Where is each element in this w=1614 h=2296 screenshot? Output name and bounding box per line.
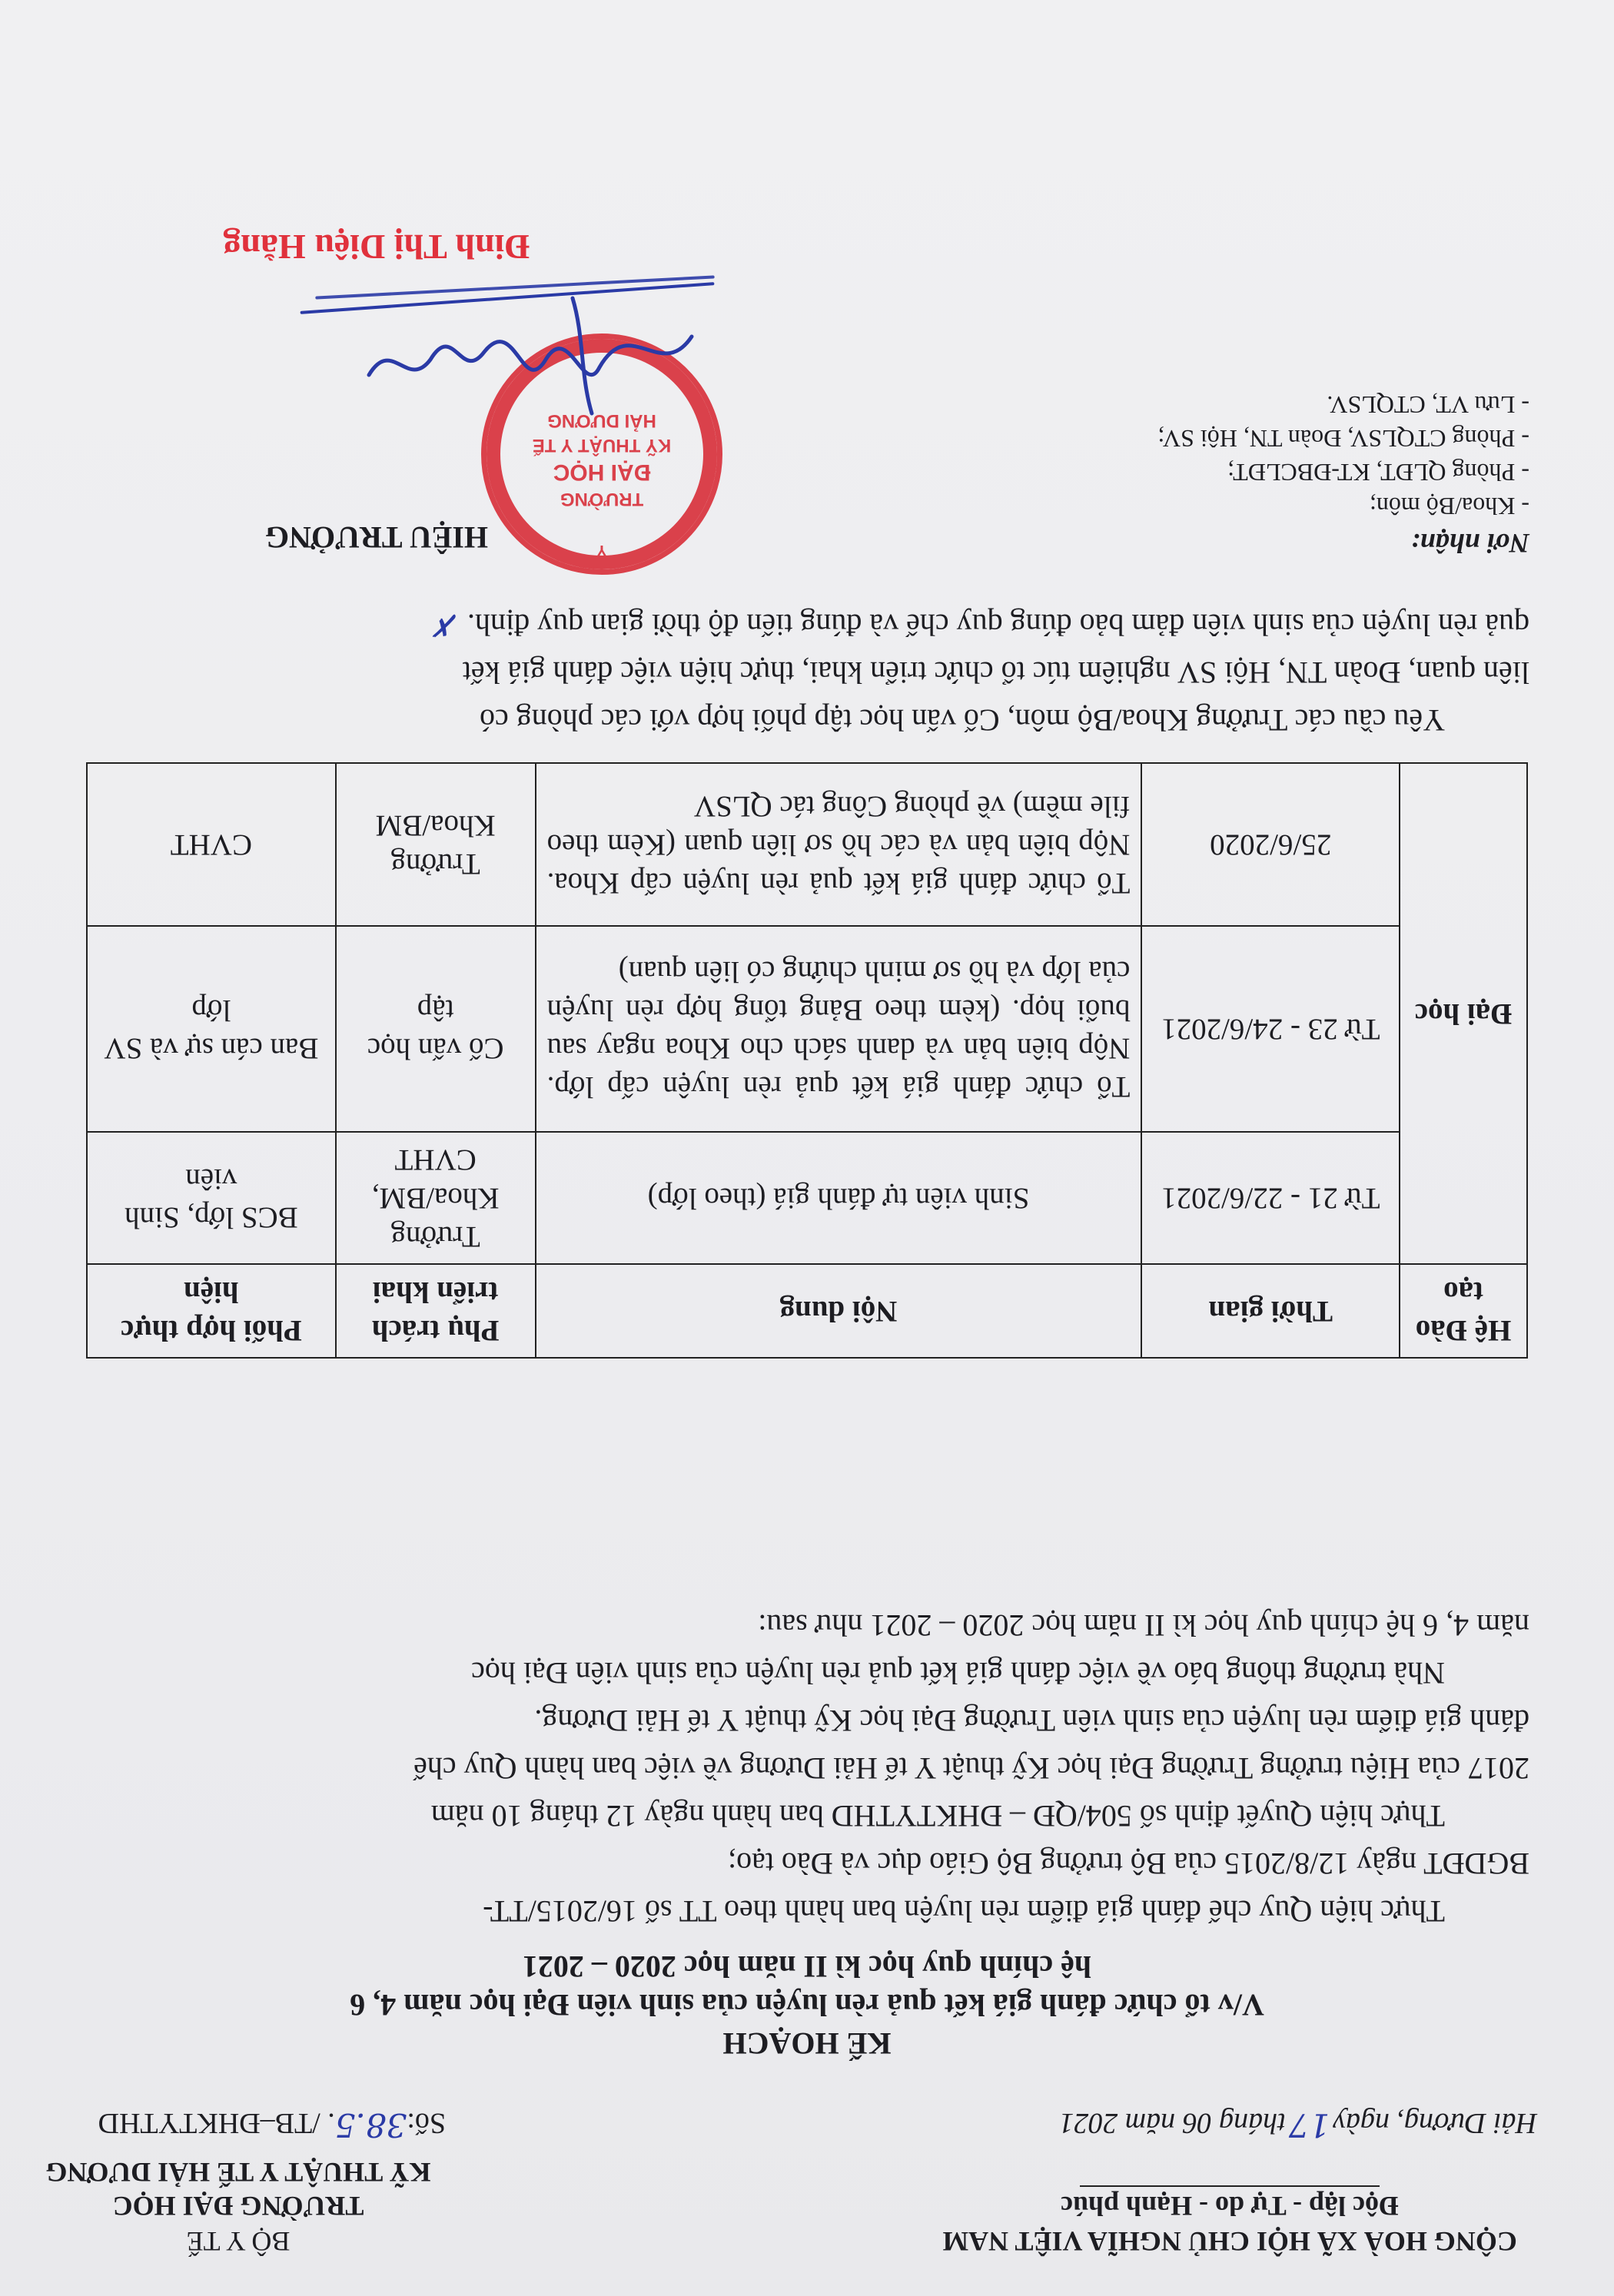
national-motto-line2: Độc lập - Tự do - Hạnh phúc xyxy=(1060,2191,1400,2221)
header-responsible: Phụ trách triển khai xyxy=(336,1264,536,1358)
school-name-line1: TRƯỜNG ĐẠI HỌC xyxy=(112,2191,364,2221)
row-coordinate: Ban cán sự và SV lớp xyxy=(87,926,336,1132)
intro-p1-line1: Thực hiện Quy chế đánh giá điểm rèn luyện ban hành theo TT số 16/2015/TT- xyxy=(483,1894,1445,1929)
number-prefix: Số: xyxy=(407,2107,446,2139)
table-row xyxy=(87,926,1527,1132)
plan-subject-line2: hệ chính quy học kì II năm học 2020 – 2021 xyxy=(522,1949,1092,1984)
closing-line2: liên quan, Đoàn TN, Hội SV nghiêm túc tổ chức triển khai, thực hiện việc đánh giá kết xyxy=(462,655,1529,690)
recipient-item: - Lưu VT, CTQLSV. xyxy=(1327,391,1529,419)
motto-underline xyxy=(1080,2185,1380,2187)
intro-section xyxy=(92,1601,1529,1935)
group-label: Đại học xyxy=(1400,763,1527,1264)
intro-p2-line3: đánh giá điểm rèn luyện của sinh viên Trường Đại học Kỹ thuật Y tế Hải Dương. xyxy=(534,1704,1529,1738)
row-responsible: Trưởng Khoa/BM xyxy=(336,763,536,926)
signer-name: Đinh Thị Diệu Hằng xyxy=(223,227,530,267)
closing-line3 xyxy=(92,601,1529,649)
plan-subject-line1: V/v tổ chức đánh giá kết quả rèn luyện của sinh viên Đại học năm 4, 6 xyxy=(350,1988,1264,2022)
row-content: Tổ chức đánh giá kết quả rèn luyện cấp lớp. Nộp biên bản và danh sách cho Khoa ngay sau buổi họp. (kèm theo Bảng tổng hợp rèn luyện của lớp và hồ sơ minh chứng có liên quan) xyxy=(536,926,1142,1132)
recipients-block xyxy=(991,388,1529,563)
intro-p2-line2: 2017 của Hiệu trưởng Trường Đại học Kỹ thuật Y tế Hải Dương về việc ban hành Quy chế xyxy=(413,1751,1529,1786)
stamp-line2: ĐẠI HỌC xyxy=(553,460,651,485)
closing-line1: Yêu cầu các Trưởng Khoa/Bộ môn, Cố vấn học tập phối hợp với các phòng có xyxy=(479,703,1445,738)
recipient-item: - Phòng QLĐT, KT-ĐBCLĐT; xyxy=(1227,459,1529,486)
signature-title: HIỆU TRƯỞNG xyxy=(264,520,489,555)
table-row xyxy=(87,1132,1527,1264)
row-responsible: Trưởng Khoa/BM, CVHT xyxy=(336,1132,536,1264)
plan-heading: KẾ HOẠCH xyxy=(722,2026,892,2061)
row-content: Sinh viên tự đánh giá (theo lớp) xyxy=(536,1132,1142,1264)
intro-p3-line1: Nhà trường thông báo về việc đánh giá kết quả rèn luyện của sinh viên Đại học xyxy=(471,1656,1445,1690)
stamp-edge-char: Y xyxy=(596,542,607,559)
header-time: Thời gian xyxy=(1141,1264,1400,1358)
row-content: Tổ chức đánh giá kết quả rèn luyện cấp Khoa. Nộp biên bản và các hồ sơ liên quan (Kèm theo file mềm) về phòng Công tác QLSV xyxy=(536,763,1142,926)
row-time: 25/6/2020 xyxy=(1141,763,1400,926)
number-suffix: . /TB–ĐHKTYTHD xyxy=(98,2107,335,2139)
table-row xyxy=(87,763,1527,926)
table-header-row xyxy=(87,1264,1527,1358)
date-suffix: tháng 06 năm 2021 xyxy=(1059,2107,1286,2139)
document-date xyxy=(1059,2106,1537,2144)
ministry-name: BỘ Y TẾ xyxy=(186,2226,291,2257)
date-day-handwritten: 17 xyxy=(1288,2106,1330,2144)
row-coordinate: CVHT xyxy=(87,763,336,926)
date-prefix: Hải Dương, ngày xyxy=(1333,2107,1537,2139)
closing-section xyxy=(92,601,1529,744)
recipient-item: - Khoa/Bộ môn; xyxy=(1370,493,1529,520)
header-coordinate: Phối hợp thực hiện xyxy=(87,1264,336,1358)
stamp-line3: KỸ THUẬT Y TẾ xyxy=(532,435,672,456)
closing-line3-text: quả rèn luyện của sinh viên đảm bảo đúng quy chế và đúng tiến độ thời gian quy định. xyxy=(467,608,1529,642)
header-content: Nội dung xyxy=(536,1264,1142,1358)
recipients-label: Nơi nhận: xyxy=(1410,528,1529,559)
intro-p3-line2: năm 4, 6 hệ chính quy học kì II năm học 2020 – 2021 như sau: xyxy=(758,1608,1529,1643)
row-time: Từ 21 - 22/6/2021 xyxy=(1141,1132,1400,1264)
handwritten-initials: ✗ xyxy=(433,607,460,642)
stamp-line4: HẢI DƯƠNG xyxy=(547,410,656,431)
stamp-line1: TRƯỜNG xyxy=(560,489,644,509)
row-coordinate: BCS lớp, Sinh viên xyxy=(87,1132,336,1264)
number-handwritten: 38.5 xyxy=(334,2106,407,2144)
row-responsible: Cố vấn học tập xyxy=(336,926,536,1132)
school-name-line2: KỸ THUẬT Y TẾ HẢI DƯƠNG xyxy=(45,2157,431,2188)
plan-table xyxy=(86,762,1528,1359)
intro-p1-line2: BGDĐT ngày 12/8/2015 của Bộ trưởng Bộ Giáo dục và Đào tạo; xyxy=(727,1846,1529,1881)
intro-p2-line1: Thực hiện Quyết định số 504/QĐ – ĐHKTYTHD ban hành ngày 12 tháng 10 năm xyxy=(430,1799,1445,1833)
national-motto-line1: CỘNG HOÀ XÃ HỘI CHỦ NGHĨA VIỆT NAM xyxy=(942,2226,1517,2257)
signature-scribble xyxy=(354,290,707,429)
recipient-item: - Phòng CTQLSV, Đoàn TN, Hội SV; xyxy=(1157,425,1529,453)
header-he: Hệ Đào tạo xyxy=(1400,1264,1527,1358)
row-time: Từ 23 - 24/6/2021 xyxy=(1141,926,1400,1132)
document-number xyxy=(98,2106,446,2144)
